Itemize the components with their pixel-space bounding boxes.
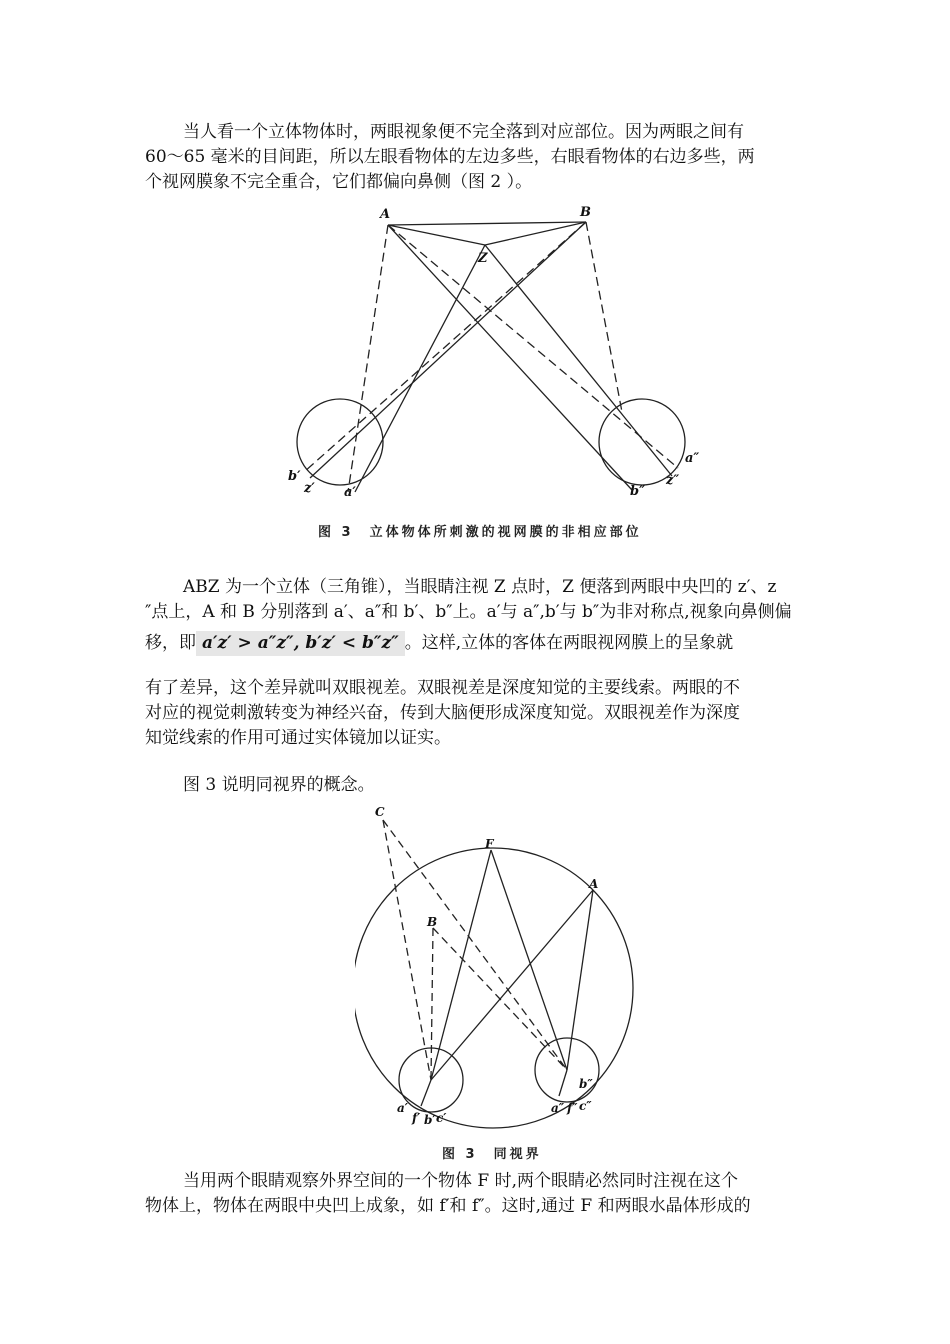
figure-2-diagram: [355, 800, 645, 1130]
fig2-label-A: A: [589, 877, 599, 891]
fig2-label-C: C: [375, 805, 385, 819]
disparity-formula: a′z′ > a″z″, b′z′ < b″z″: [196, 631, 405, 656]
paragraph-3: [145, 676, 807, 751]
p2-line-3-suffix: 。这样,立体的客体在两眼视网膜上的呈象就: [404, 633, 734, 653]
fig1-label-z1: z′: [304, 481, 315, 496]
figure-1-diagram: [280, 200, 720, 520]
fig1-label-B: B: [580, 205, 591, 220]
fig2-label-a2: a″: [551, 1101, 565, 1115]
fig2-label-b1: b′: [424, 1113, 436, 1127]
fig2-label-c1: c′: [436, 1111, 447, 1125]
fig1-label-b2: b″: [630, 484, 645, 499]
fig2-label-F: F: [485, 837, 494, 851]
p2-line-1: ABZ 为一个立体（三角锥），当眼睛注视 Z 点时，Z 便落到两眼中央凹的 z′、z: [183, 577, 777, 597]
figure-1-caption: 图 3 立体物体所刺激的视网膜的非相应部位: [318, 525, 642, 540]
p2-line-2: ″点上，A 和 B 分别落到 a′、a″和 b′、b″上。a′与 a″,b′与 b″为非对称点,视象向鼻侧偏: [145, 602, 792, 622]
paragraph-4: [145, 773, 807, 798]
p5-line-2: 物体上，物体在两眼中央凹上成象，如 f′和 f″。这时,通过 F 和两眼水晶体形成的: [145, 1196, 751, 1216]
fig2-label-c2: c″: [579, 1099, 592, 1113]
p4-line-1: 图 3 说明同视界的概念。: [183, 775, 375, 795]
paragraph-2: [145, 575, 807, 656]
paragraph-1: [145, 120, 807, 195]
figure-2-caption: 图 3 同视界: [442, 1147, 542, 1162]
fig1-label-a1: a′: [344, 485, 356, 500]
p5-line-1: 当用两个眼睛观察外界空间的一个物体 F 时,两个眼睛必然同时注视在这个: [183, 1171, 739, 1191]
fig1-label-b1: b′: [288, 469, 301, 484]
fig2-label-B: B: [427, 915, 438, 929]
p1-line-3: 个视网膜象不完全重合，它们都偏向鼻侧（图 2 ）。: [145, 172, 533, 192]
p2-line-3-prefix: 移，即: [145, 633, 196, 653]
p3-line-2: 对应的视觉刺激转变为神经兴奋，传到大脑便形成深度知觉。双眼视差作为深度: [145, 703, 740, 723]
fig2-label-a1: a′: [397, 1101, 408, 1115]
fig1-label-a2: a″: [685, 451, 700, 466]
p3-line-3: 知觉线索的作用可通过实体镜加以证实。: [145, 728, 451, 748]
paragraph-5: [145, 1169, 807, 1219]
fig2-label-f1: f′: [412, 1111, 421, 1125]
fig1-label-z2: z″: [666, 473, 680, 488]
fig2-label-b2: b″: [579, 1077, 593, 1091]
p1-line-1: 当人看一个立体物体时，两眼视象便不完全落到对应部位。因为两眼之间有: [183, 122, 744, 142]
fig2-label-f2: f″: [567, 1101, 578, 1115]
fig1-label-Z: Z: [478, 251, 488, 266]
p1-line-2: 60～65 毫米的目间距，所以左眼看物体的左边多些，右眼看物体的右边多些，两: [145, 147, 755, 167]
p3-line-1: 有了差异，这个差异就叫双眼视差。双眼视差是深度知觉的主要线索。两眼的不: [145, 678, 740, 698]
fig1-label-A: A: [380, 207, 391, 222]
